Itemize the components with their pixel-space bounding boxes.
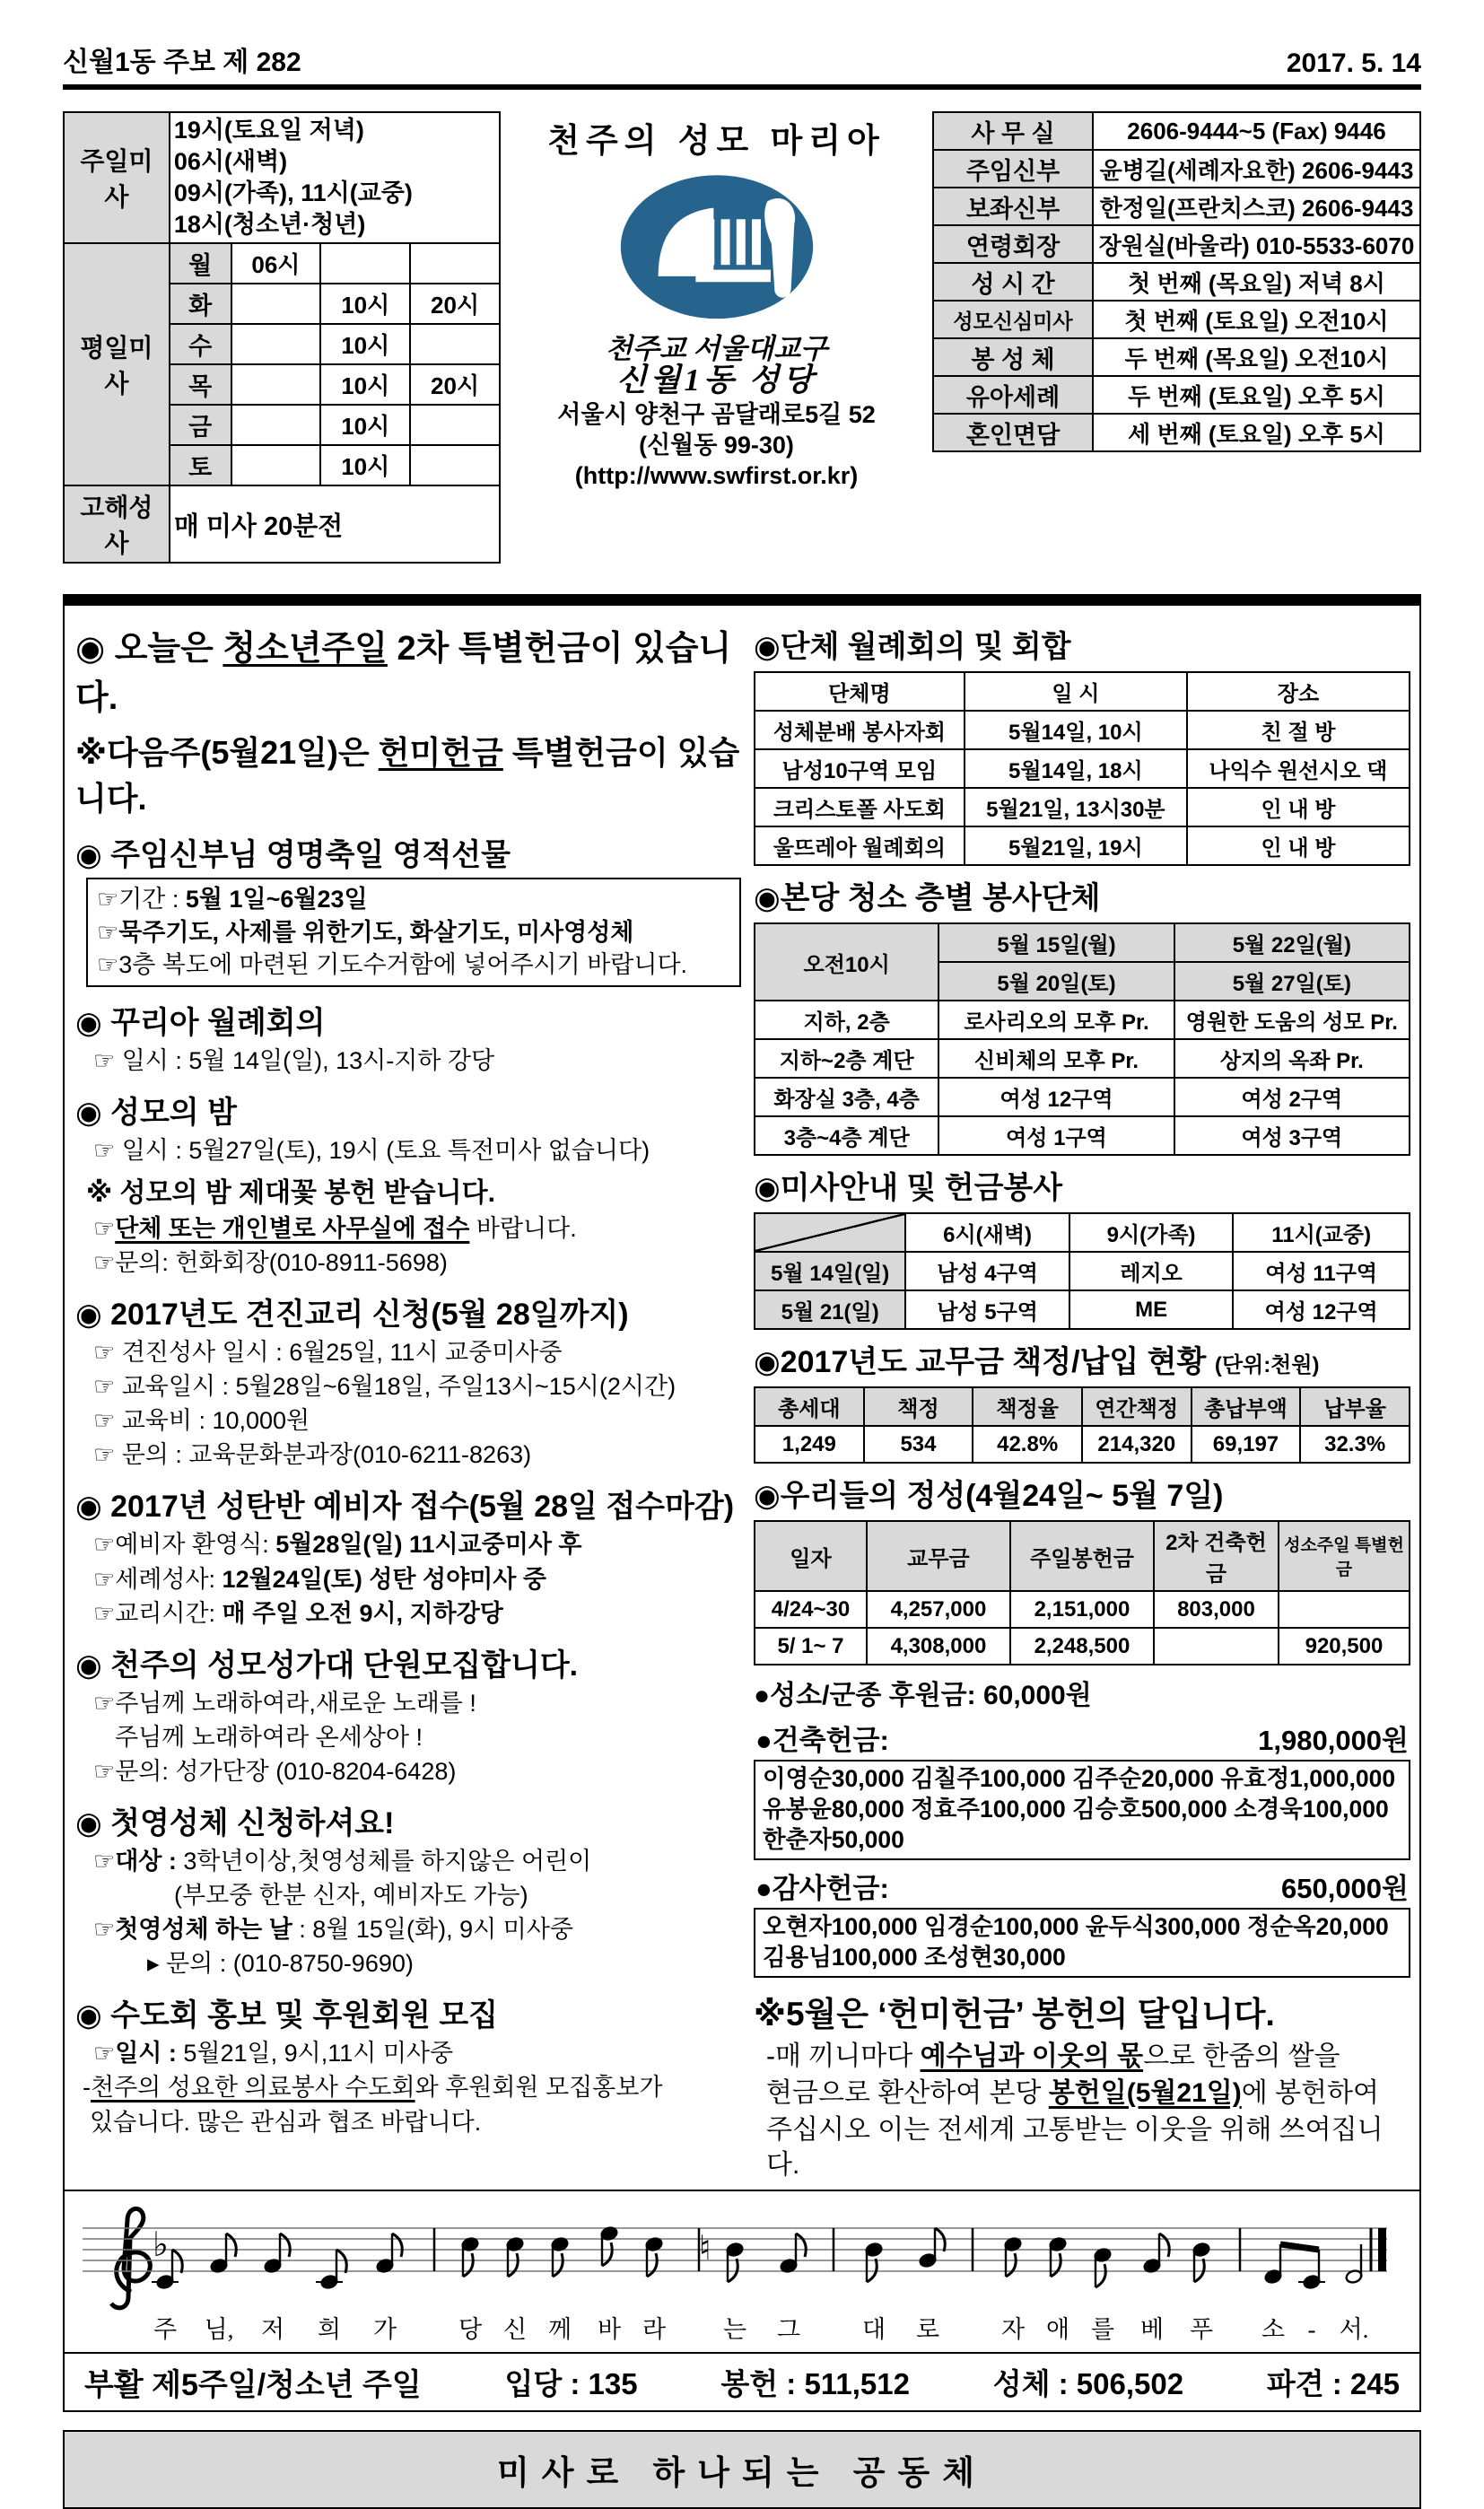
svg-text:는: 는 (722, 2315, 747, 2343)
svg-text:대: 대 (861, 2315, 886, 2343)
svg-text:께: 께 (547, 2315, 572, 2343)
bulletin-date: 2017. 5. 14 (1286, 48, 1421, 78)
table-row: 성체분배 봉사자회 5월14일, 10시 친 절 방 (755, 711, 1410, 749)
table-row: 4/24~30 4,257,000 2,151,000 803,000 (755, 1591, 1410, 1628)
section-religious-orders-heading: ◉ 수도회 홍보 및 후원회원 모집 (75, 1998, 499, 2033)
mass-schedule-table: 주일미사 19시(토요일 저녁) 06시(새벽) 09시(가족), 11시(교중) 18시(청소년·청년) 평일미사 월 06시 화 10시 20시 수 10시 목 10시 20시 금 10시 토 10시 고해성사 매 미사 20분전 (63, 111, 501, 564)
section-offerings-heading: ◉우리들의 정성(4월24일~ 5월 7일) (754, 1479, 1224, 1514)
notice-next-week: ※다음주(5월21일)은 헌미헌금 특별헌금이 있습니다. (75, 734, 740, 817)
svg-text:♭: ♭ (153, 2224, 169, 2264)
parish-identity (501, 111, 932, 492)
svg-text:가: 가 (372, 2315, 397, 2343)
section-choir-heading: ◉ 천주의 성모성가대 단원모집합니다. (75, 1648, 579, 1683)
table-row: 5월 14일(일) 남성 4구역 레지오 여성 11구역 (755, 1252, 1410, 1290)
svg-text:-: - (1307, 2315, 1316, 2343)
table-row: 울뜨레아 월례회의 5월21일, 19시 인 내 방 (755, 826, 1410, 865)
notice-special-offering: ◉ 오늘은 청소년주일 2차 특별헌금이 있습니다. (75, 630, 732, 718)
section-first-communion-heading: ◉ 첫영성체 신청하셔요! (75, 1806, 395, 1840)
table-row: 화장실 3층, 4층 여성 12구역 여성 2구역 (755, 1078, 1410, 1116)
table-row: 일자 교무금 주일봉헌금 2차 건축헌금 성소주일 특별헌금 (755, 1521, 1410, 1591)
table-row: 봉 성 체 두 번째 (목요일) 오전10시 (933, 338, 1420, 376)
svg-text:저: 저 (260, 2315, 285, 2343)
curia-datetime: ☞ 일시 : 5월 14일(일), 13시-지하 강당 (93, 1046, 495, 1074)
svg-text:바: 바 (597, 2315, 622, 2343)
table-row: 성 시 간 첫 번째 (목요일) 저녁 8시 (933, 263, 1420, 301)
table-row: 토 10시 (64, 445, 500, 485)
section-cleaning-heading: ◉본당 청소 층별 봉사단체 (754, 881, 1101, 916)
calligraphy: 천주교 서울대교구 신월1동 성당 (605, 333, 828, 398)
table-row: 지하, 2층 로사리오의 모후 Pr. 영원한 도움의 성모 Pr. (755, 1001, 1410, 1039)
table-row: 5월 21(일) 남성 5구역 ME 여성 12구역 (755, 1290, 1410, 1329)
page-title: 천주의 성모 마리아 (547, 122, 886, 159)
cleaning-table (754, 922, 1410, 1156)
svg-text:를: 를 (1090, 2315, 1115, 2343)
building-offering-line: ●건축헌금: 1,980,000원 (755, 1725, 1409, 1757)
hymn-staff (65, 2190, 1419, 2352)
table-row: 성모신심미사 첫 번째 (토요일) 오전10시 (933, 301, 1420, 338)
svg-text:♮: ♮ (699, 2227, 711, 2268)
table-row: 주임신부 윤병길(세례자요한) 2606-9443 (933, 150, 1420, 188)
table-row: 화 10시 20시 (64, 284, 500, 324)
svg-text:로: 로 (915, 2315, 940, 2343)
thanks-donors-box: 오현자100,000 임경순100,000 윤두식300,000 정순옥20,000 김용님100,000 조성현30,000 (754, 1908, 1410, 1978)
svg-text:신: 신 (502, 2315, 528, 2343)
sunday-mass-times: 19시(토요일 저녁) 06시(새벽) 09시(가족), 11시(교중) 18시(청소년·청년) (170, 112, 500, 243)
diagonal-corner-cell (755, 1213, 905, 1252)
table-row: 6시(새벽) 9시(가족) 11시(교중) (755, 1213, 1410, 1252)
svg-text:그: 그 (776, 2315, 801, 2343)
confession-label: 고해성사 (64, 485, 170, 563)
masthead (63, 39, 1421, 90)
main-content-box (63, 594, 1421, 2412)
section-marian-night-heading: ◉ 성모의 밤 (75, 1095, 237, 1130)
section-dues-heading: ◉2017년도 교무금 책정/납입 현황 (단위:천원) (754, 1345, 1320, 1380)
table-row: 5월 20일(토) 5월 27일(토) (755, 962, 1410, 1001)
table-row: 보좌신부 한정일(프란치스코) 2606-9443 (933, 188, 1420, 225)
svg-text:라: 라 (642, 2315, 667, 2343)
communion-count: 성체 : 506,502 (992, 2366, 1184, 2400)
offering-count: 봉헌 : 511,512 (720, 2366, 910, 2400)
svg-text:당: 당 (458, 2315, 483, 2343)
vocation-support-line: ●성소/군종 후원금: 60,000원 (754, 1681, 1092, 1711)
svg-text:자: 자 (1000, 2315, 1026, 2343)
section-gift-heading: ◉ 주임신부님 영명축일 영적선물 (75, 838, 511, 873)
table-row: 단체명 일 시 장소 (755, 672, 1410, 711)
dues-table (754, 1386, 1410, 1464)
mass-service-table (754, 1212, 1410, 1330)
table-row: 1,249 534 42.8% 214,320 69,197 32.3% (755, 1426, 1410, 1463)
table-row: 3층~4층 계단 여성 1구역 여성 3구역 (755, 1116, 1410, 1155)
marian-night-flower-note: ※ 성모의 밤 제대꽃 봉헌 받습니다. (86, 1177, 495, 1208)
right-column: ◉단체 월례회의 및 회합 단체명 일 시 장소 성체분배 봉사자회 5월14일, 10시 친 절 방 남성10구역 모임 5월14일, 18시 나익수 원선시오 댁 크리스토폴 사도회 5월21일, 13시30분 인 내 방 울뜨레아 월례회의 5월21일, 19시 인 내 방 ◉본당 청소 층별 봉사단체 오전10시 5월 15일(월) 5월 22일(월) 5월 20일(토) 5월 27일(토) 지하, 2층 로사리오의 모후 Pr. 영원한 도움의 성모 Pr. 지하~2층 계단 신비체의 모후 Pr. 상지의 옥좌 Pr. 화장실 3층, 4층 여성 12구역 여성 2구역 3층~4층 계단 여성 1구역 여성 3구역 ◉미사안내 및 헌금봉사 6시(새벽) 9시(가족) 11시(교중) 5월 14일(일) 남성 4구역 레지오 여성 11구역 5월 21(일) 남성 5구역 ME 여성 12구역 ◉2017년도 교무금 책정/납입 현황 (단위:천원) 총세대 책정 책정율 연간책정 총납부액 납부율 1,249 534 42.8% 214,320 69,197 32.3% ◉우리들의 정성(4월24일~ 5월 7일) 일자 교무금 주일봉헌금 2차 건축헌금 성소주일 특별헌금 4/24~30 4,257,000 2,151,000 803,000 5/ 1~ 7 4,308,000 2,248,500 920,500 ●성소/군종 후원금: 60,000원 ●건축헌금: 1,980,000원 이영순30,000 김칠주100,000 김주순20,000 유효정1,000,000 유봉윤80,000 정효주100,000 김승호500,000 소경욱100,000 한춘자50,000 ●감사헌금: 650,000원 오현자100,000 임경순100,000 윤두식300,000 정순옥20,000 김용님100,000 조성현30,000 ※5월은 ‘헌미헌금’ 봉헌의 달입니다. -매 끼니마다 예수님과 이웃의 몫으로 한줌의 쌀을 현금으로 환산하여 본당 봉헌일(5월21일)에 봉헌하여 주십시오 이는 전세계 고통받는 이웃을 위해 쓰여집니다. (750, 615, 1410, 2184)
mass-attendance-totals (65, 2352, 1419, 2410)
section-confirmation-heading: ◉ 2017년도 견진교리 신청(5월 28일까지) (75, 1298, 629, 1333)
bulletin-title: 신월1동 주보 제 282 (63, 48, 301, 77)
rice-offering-heading: ※5월은 ‘헌미헌금’ 봉헌의 달입니다. (754, 1995, 1275, 2033)
table-row: 남성10구역 모임 5월14일, 18시 나익수 원선시오 댁 (755, 749, 1410, 788)
svg-text:푸: 푸 (1189, 2315, 1214, 2343)
section-mass-service-heading: ◉미사안내 및 헌금봉사 (754, 1171, 1063, 1206)
table-row: 지하~2층 계단 신비체의 모후 Pr. 상지의 옥좌 Pr. (755, 1039, 1410, 1078)
table-row: 오전10시 5월 15일(월) 5월 22일(월) (755, 923, 1410, 962)
table-row: 사 무 실 2606-9444~5 (Fax) 9446 (933, 112, 1420, 150)
section-christmas-class-heading: ◉ 2017년 성탄반 예비자 접수(5월 28일 접수마감) (75, 1490, 735, 1525)
treble-clef-icon (111, 2208, 150, 2308)
parish-url: (http://www.swfirst.or.kr) (574, 461, 859, 489)
svg-text:소: 소 (1261, 2315, 1286, 2343)
table-row: 혼인면담 세 번째 (토요일) 오후 5시 (933, 414, 1420, 451)
weekday-mass-label: 평일미사 (64, 243, 170, 485)
svg-text:주: 주 (153, 2315, 178, 2343)
parish-address: 서울시 양천구 곰달래로5길 52 (신월동 99-30) (http://www.swfirst.or.kr) (506, 400, 927, 491)
svg-text:애: 애 (1045, 2315, 1070, 2343)
meetings-table (754, 671, 1410, 866)
svg-text:서.: 서. (1339, 2315, 1369, 2343)
svg-text:님,: 님, (204, 2315, 234, 2343)
dismissal-count: 파견 : 245 (1266, 2366, 1400, 2400)
gift-box: ☞기간 : 5월 1일~6월23일 ☞묵주기도, 사제를 위한기도, 화살기도, 미사영성체 ☞3층 복도에 마련된 기도수거함에 넣어주시기 바랍니다. (86, 878, 741, 986)
table-row: 유아세례 두 번째 (토요일) 오후 5시 (933, 376, 1420, 414)
svg-text:베: 베 (1139, 2315, 1165, 2343)
table-row: 크리스토폴 사도회 5월21일, 13시30분 인 내 방 (755, 788, 1410, 826)
sunday-title: 부활 제5주일/청소년 주일 (84, 2367, 422, 2402)
table-row: 연령회장 장원실(바울라) 010-5533-6070 (933, 225, 1420, 263)
section-meetings-heading: ◉단체 월례회의 및 회합 (754, 630, 1071, 665)
svg-text:희: 희 (317, 2315, 342, 2343)
section-curia-heading: ◉ 꾸리아 월례회의 (75, 1005, 326, 1040)
header-section (63, 111, 1421, 564)
table-row: 금 10시 (64, 405, 500, 445)
sunday-mass-label: 주일미사 (64, 112, 170, 243)
table-row: 수 10시 (64, 324, 500, 364)
parish-logo-icon (610, 169, 824, 328)
table-row: 총세대 책정 책정율 연간책정 총납부액 납부율 (755, 1387, 1410, 1426)
entrance-count: 입당 : 135 (504, 2366, 638, 2400)
contact-table (932, 111, 1421, 452)
confession-value: 매 미사 20분전 (170, 485, 500, 563)
music-staff-icon (75, 2197, 1394, 2347)
table-row: 목 10시 20시 (64, 364, 500, 405)
left-column: ◉ 오늘은 청소년주일 2차 특별헌금이 있습니다. ※다음주(5월21일)은 헌미헌금 특별헌금이 있습니다. ◉ 주임신부님 영명축일 영적선물 ☞기간 : 5월 1일~6월23일 ☞묵주기도, 사제를 위한기도, 화살기도, 미사영성체 ☞3층 복도에 마련된 기도수거함에 넣어주시기 바랍니다. ◉ 꾸리아 월례회의 ☞ 일시 : 5월 14일(일), 13시-지하 강당 ◉ 성모의 밤 ☞ 일시 : 5월27일(토), 19시 (토요 특전미사 없습니다) ※ 성모의 밤 제대꽃 봉헌 받습니다. ☞단체 또는 개인별로 사무실에 접수 바랍니다. ☞문의: 헌화회장(010-8911-5698) ◉ 2017년도 견진교리 신청(5월 28일까지) ☞ 견진성사 일시 : 6월25일, 11시 교중미사중 ☞ 교육일시 : 5월28일~6월18일, 주일13시~15시(2시간) ☞ 교육비 : 10,000원 ☞ 문의 : 교육문화분과장(010-6211-8263) ◉ 2017년 성탄반 예비자 접수(5월 28일 접수마감) ☞예비자 환영식: 5월28일(일) 11시교중미사 후 ☞세례성사: 12월24일(토) 성탄 성야미사 중 ☞교리시간: 매 주일 오전 9시, 지하강당 ◉ 천주의 성모성가대 단원모집합니다. ☞주님께 노래하여라,새로운 노래를 ! 주님께 노래하여라 온세상아 ! ☞문의: 성가단장 (010-8204-6428) ◉ 첫영성체 신청하셔요! ☞대상 : 3학년이상,첫영성체를 하지않은 어린이 (부모중 한분 신자, 예비자도 가능) ☞첫영성체 하는 날 : 8월 15일(화), 9시 미사중 ▸ 문의 : (010-8750-9690) ◉ 수도회 홍보 및 후원회원 모집 ☞일시 : 5월21일, 9시,11시 미사중 -천주의 성요한 의료봉사 수도회와 후원회원 모집홍보가 있습니다. 많은 관심과 협조 바랍니다. (75, 615, 750, 2184)
thanks-offering-line: ●감사헌금: 650,000원 (755, 1873, 1409, 1905)
table-row: 5/ 1~ 7 4,308,000 2,248,500 920,500 (755, 1628, 1410, 1665)
footer-slogan: 미사로 하나되는 공동체 (63, 2430, 1421, 2509)
building-donors-box: 이영순30,000 김칠주100,000 김주순20,000 유효정1,000,000 유봉윤80,000 정효주100,000 김승호500,000 소경욱100,000 한춘자50,000 (754, 1760, 1410, 1860)
offerings-table (754, 1520, 1410, 1665)
